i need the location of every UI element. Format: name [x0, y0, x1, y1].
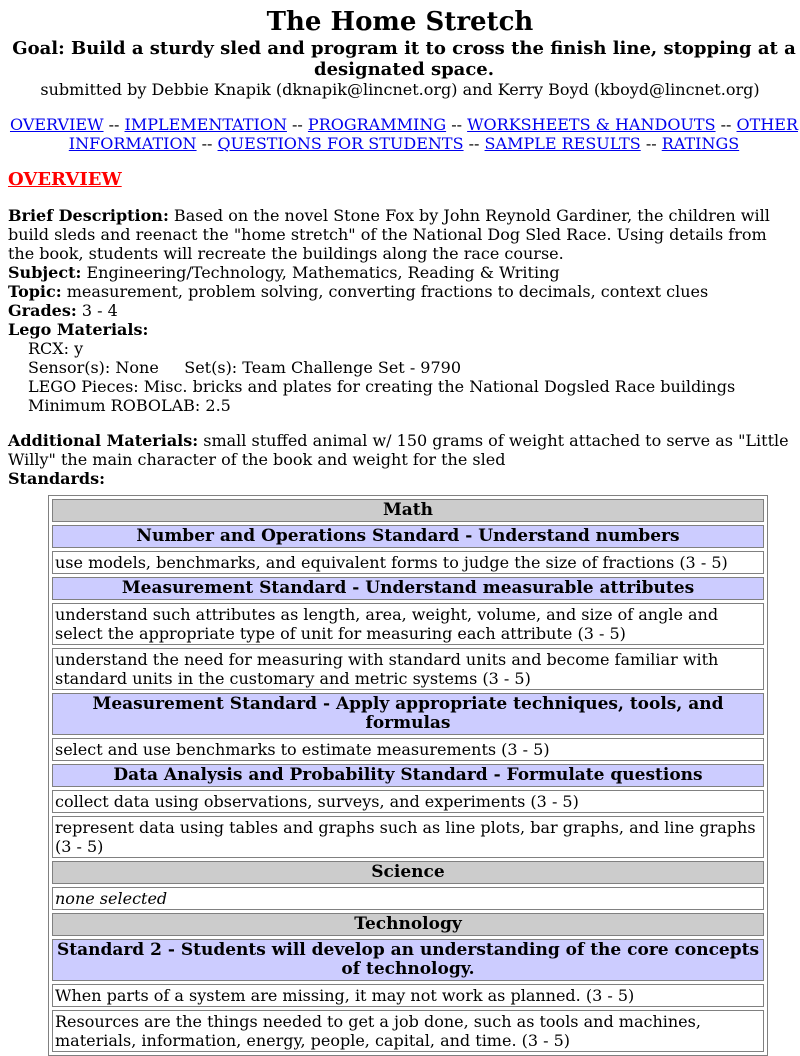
nav-link-worksheets[interactable]: WORKSHEETS & HANDOUTS — [467, 115, 716, 134]
additional-materials-label: Additional Materials: — [8, 431, 199, 450]
spacer — [8, 415, 792, 431]
sensors-sets-row — [8, 358, 792, 377]
topic-row — [8, 282, 792, 301]
page-title: The Home Stretch — [266, 7, 534, 37]
science-none-selected: none selected — [52, 887, 764, 910]
nav-link-ratings[interactable]: RATINGS — [661, 134, 740, 153]
standard-item: understand the need for measuring with standard units and become familiar with standard units in the customary and metric systems (3 - 5) — [52, 648, 764, 690]
brief-description — [8, 206, 792, 263]
topic-value: measurement, problem solving, converting fractions to decimals, context clues — [61, 282, 709, 301]
brief-description-label: Brief Description: — [8, 206, 169, 225]
measurement-techniques-header: Measurement Standard - Apply appropriate techniques, tools, and formulas — [52, 693, 764, 735]
lego-pieces-value: LEGO Pieces: Misc. bricks and plates for creating the National Dogsled Race buildings — [28, 377, 736, 396]
number-operations-header: Number and Operations Standard - Understand numbers — [52, 525, 764, 548]
submitted-by: submitted by Debbie Knapik (dknapik@lincnet.org) and Kerry Boyd (kboyd@lincnet.org) — [40, 80, 760, 99]
grades-label: Grades: — [8, 301, 77, 320]
rcx-value: RCX: y — [28, 339, 84, 358]
nav-link-sample-results[interactable]: SAMPLE RESULTS — [484, 134, 641, 153]
nav-separator: -- — [640, 134, 662, 153]
subject-value: Engineering/Technology, Mathematics, Reading & Writing — [81, 263, 560, 282]
nav-separator: -- — [463, 134, 485, 153]
section-nav — [8, 115, 800, 153]
nav-separator: -- — [196, 134, 218, 153]
standards-row — [8, 469, 792, 488]
standard-item: collect data using observations, surveys, and experiments (3 - 5) — [52, 790, 764, 813]
robolab-value: Minimum ROBOLAB: 2.5 — [28, 396, 231, 415]
lego-materials-label: Lego Materials: — [8, 320, 149, 339]
additional-materials — [8, 431, 792, 469]
standard-item: understand such attributes as length, area, weight, volume, and size of angle and select the appropriate type of unit for measuring each attribute (3 - 5) — [52, 603, 764, 645]
measurement-attributes-header: Measurement Standard - Understand measurable attributes — [52, 577, 764, 600]
technology-standard-2-header: Standard 2 - Students will develop an understanding of the core concepts of technology. — [52, 939, 764, 981]
overview-heading-link[interactable]: OVERVIEW — [8, 169, 122, 190]
nav-separator: -- — [446, 115, 468, 134]
sets-value: Set(s): Team Challenge Set - 9790 — [184, 358, 462, 377]
standards-table — [48, 495, 768, 1056]
nav-link-implementation[interactable]: IMPLEMENTATION — [124, 115, 287, 134]
standard-item: represent data using tables and graphs such as line plots, bar graphs, and line graphs (3 - 5) — [52, 816, 764, 858]
nav-link-questions[interactable]: QUESTIONS FOR STUDENTS — [217, 134, 464, 153]
lego-materials-row — [8, 320, 792, 339]
nav-link-overview[interactable]: OVERVIEW — [9, 115, 104, 134]
goal-heading: Goal: Build a sturdy sled and program it to cross the finish line, stopping at a designated space. — [12, 38, 796, 80]
topic-label: Topic: — [8, 282, 62, 301]
standard-item: select and use benchmarks to estimate measurements (3 - 5) — [52, 738, 764, 761]
sensors-value: Sensor(s): None — [28, 358, 159, 377]
standard-item: use models, benchmarks, and equivalent forms to judge the size of fractions (3 - 5) — [52, 551, 764, 574]
math-header: Math — [52, 499, 764, 522]
grades-value: 3 - 4 — [76, 301, 118, 320]
subject-row — [8, 263, 792, 282]
nav-separator: -- — [715, 115, 737, 134]
science-header: Science — [52, 861, 764, 884]
subject-label: Subject: — [8, 263, 82, 282]
technology-header: Technology — [52, 913, 764, 936]
standard-item: When parts of a system are missing, it may not work as planned. (3 - 5) — [52, 984, 764, 1007]
nav-separator: -- — [286, 115, 308, 134]
nav-link-other-information[interactable]: OTHER INFORMATION — [68, 115, 798, 153]
data-analysis-header: Data Analysis and Probability Standard - Formulate questions — [52, 764, 764, 787]
nav-separator: -- — [103, 115, 125, 134]
standards-label: Standards: — [8, 469, 106, 488]
nav-link-programming[interactable]: PROGRAMMING — [307, 115, 447, 134]
standard-item: Resources are the things needed to get a job done, such as tools and machines, materials, information, energy, people, capital, and time. (3 - 5) — [52, 1010, 764, 1052]
grades-row — [8, 301, 792, 320]
brief-description-text: Based on the novel Stone Fox by John Reynold Gardiner, the children will build sleds and reenact the "home stretch" of the National Dog Sled Race. Using details from the book, students will recreate the buildings along the race course. — [8, 206, 770, 263]
additional-materials-text: small stuffed animal w/ 150 grams of weight attached to serve as "Little Willy" the main character of the book and weight for the sled — [8, 431, 789, 469]
